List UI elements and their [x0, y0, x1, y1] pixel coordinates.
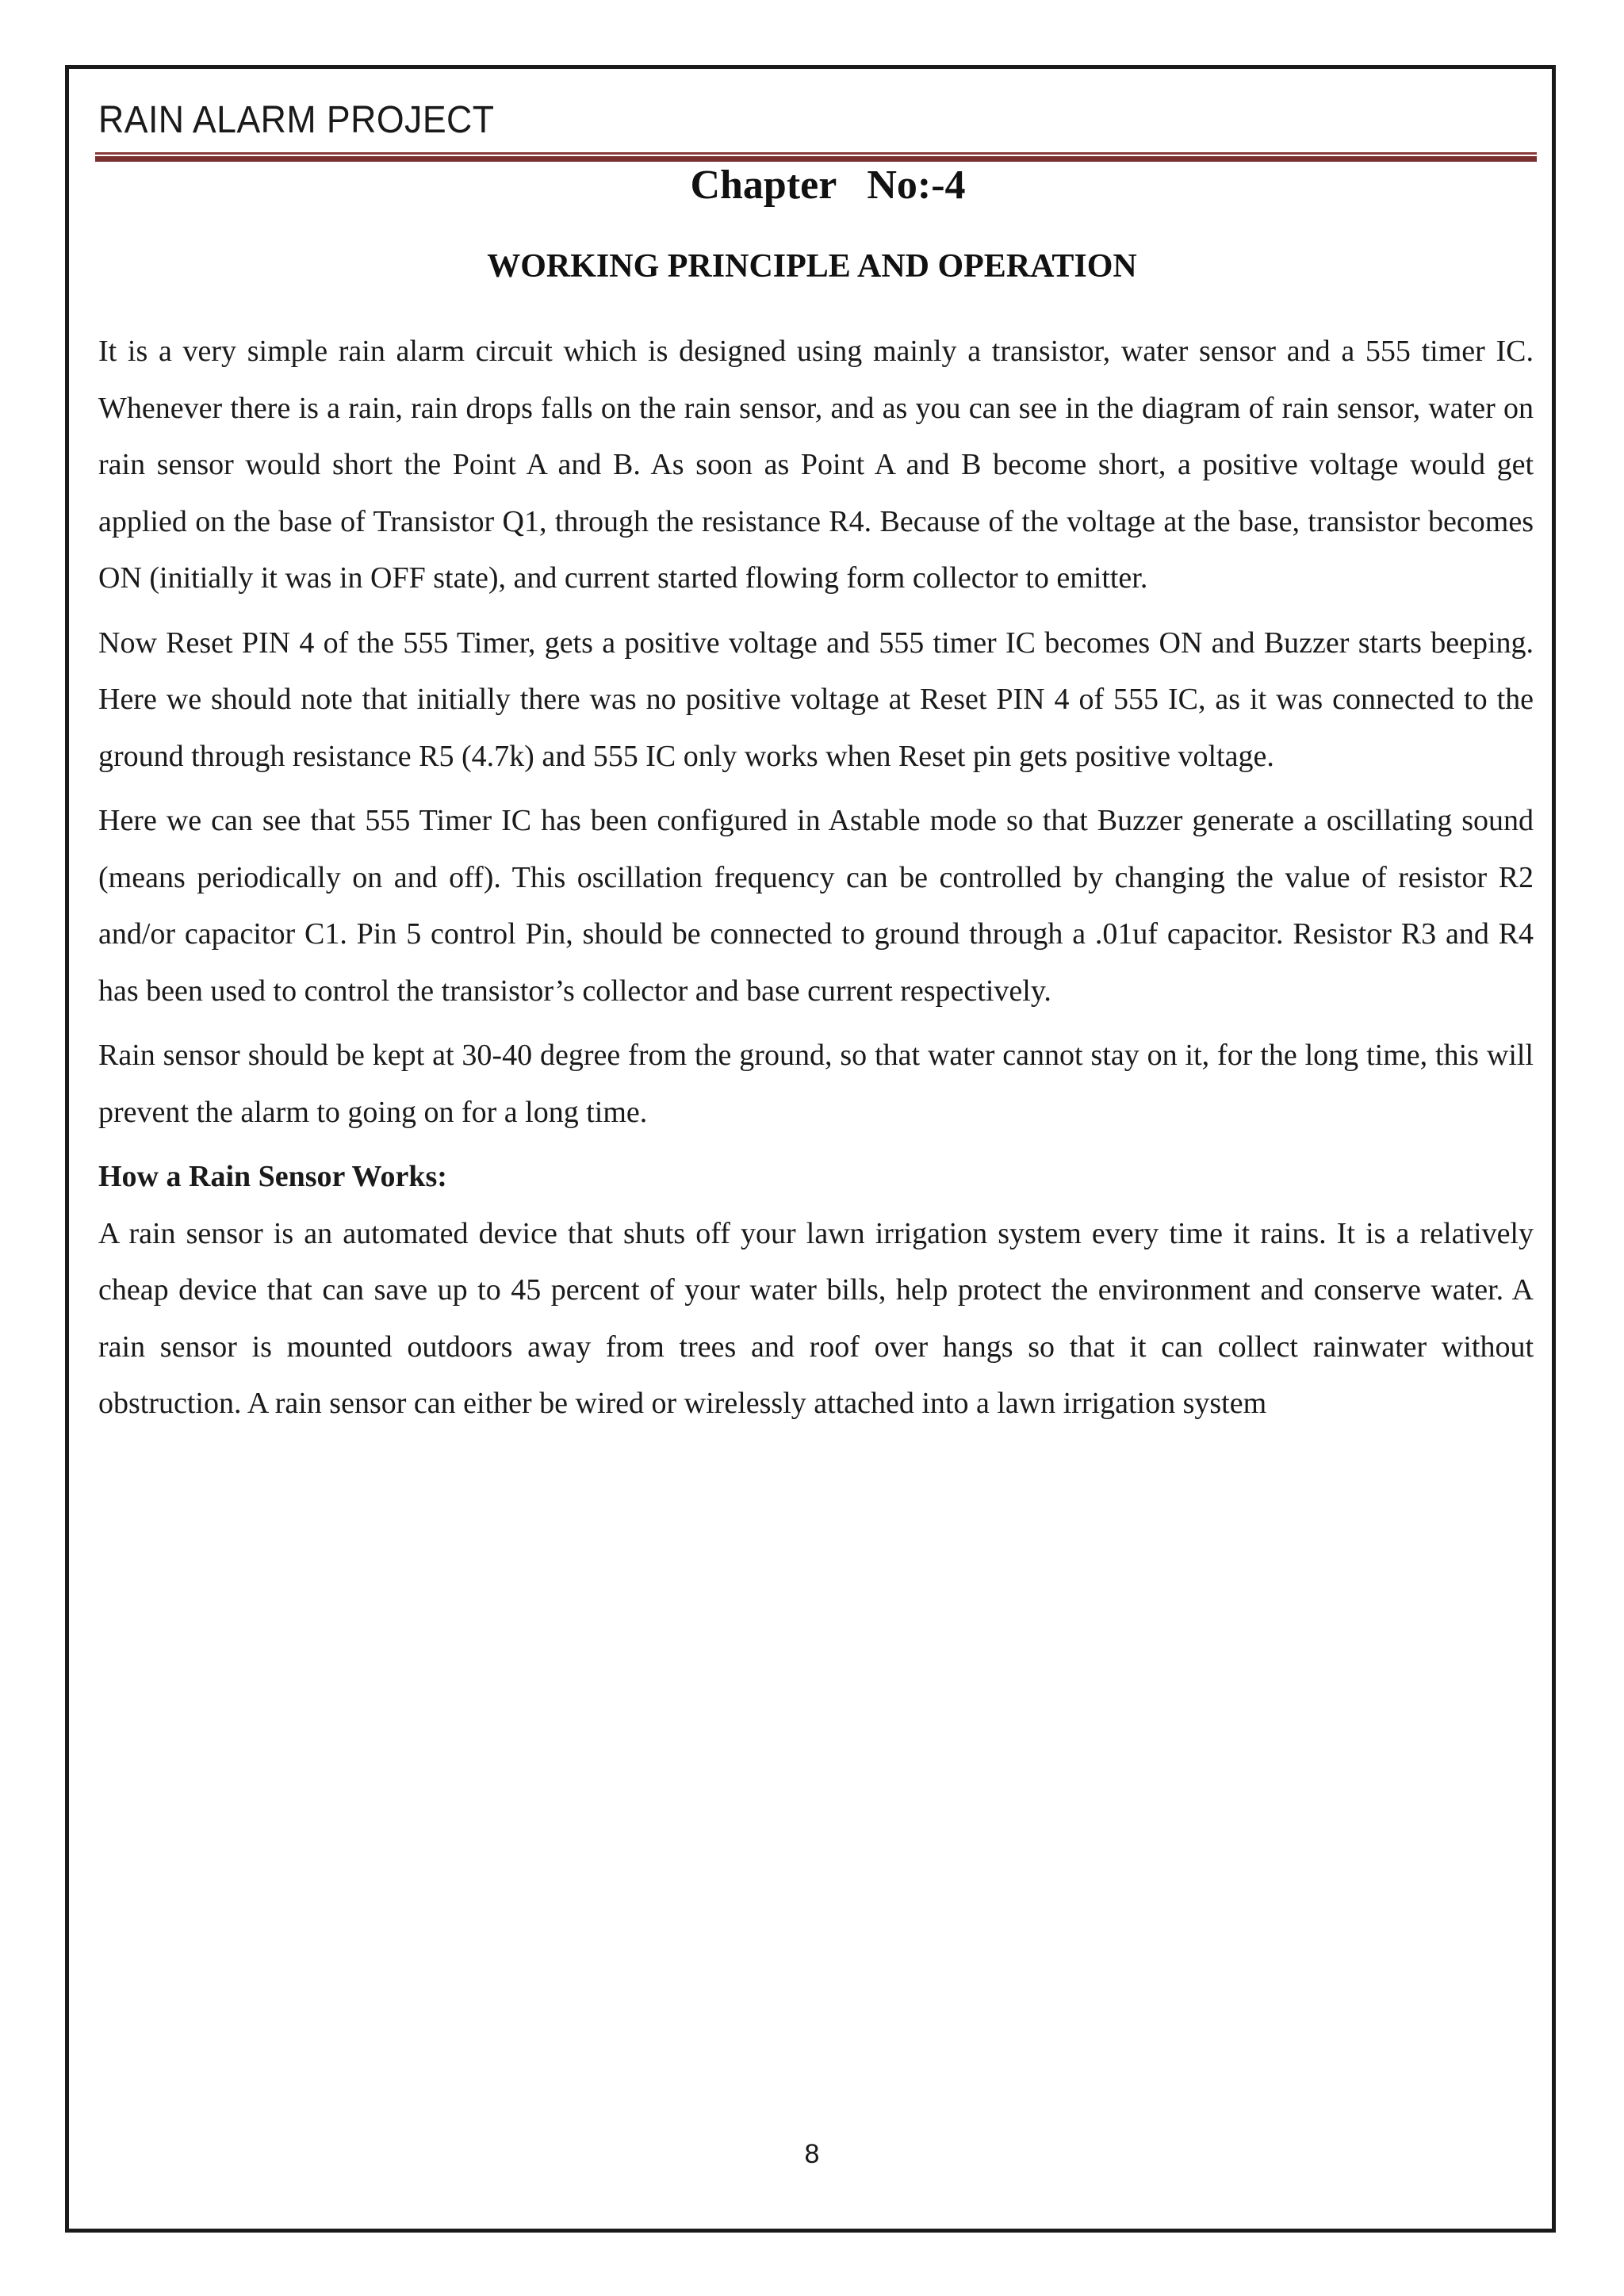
paragraph-4: Rain sensor should be kept at 30-40 degree from the ground, so that water cannot stay on it, for the long time, this will prevent the alarm to going on for a long time. — [98, 1039, 1534, 1129]
section-title: WORKING PRINCIPLE AND OPERATION — [487, 248, 1137, 285]
body-text — [98, 323, 1534, 1441]
subsection-heading: How a Rain Sensor Works: — [98, 1160, 447, 1193]
header-rule-thin — [95, 152, 1537, 155]
paragraph-2: Now Reset PIN 4 of the 555 Timer, gets a positive voltage and 555 timer IC becomes ON and Buzzer starts beeping. Here we should note that initially there was no positive voltage at Reset PIN 4 of 555 IC, as it was connected to the ground through resistance R5 (4.7k) and 555 IC only works when Reset pin gets positive voltage. — [98, 626, 1534, 773]
paragraph-3: Here we can see that 555 Timer IC has been configured in Astable mode so that Buzzer generate a oscillating sound (means periodically on and off). This oscillation frequency can be controlled by changing the value of resistor R2 and/or capacitor C1. Pin 5 control Pin, should be connected to ground through a .01uf capacitor. Resistor R3 and R4 has been used to control the transistor’s collector and base current respectively. — [98, 804, 1534, 1008]
paragraph-1: It is a very simple rain alarm circuit which is designed using mainly a transistor, water sensor and a 555 timer IC. Whenever there is a rain, rain drops falls on the rain sensor, and as you can see in the diagram of rain sensor, water on rain sensor would short the Point A and B. As soon as Point A and B become short, a positive voltage would get applied on the base of Transistor Q1, through the resistance R4. Because of the voltage at the base, transistor becomes ON (initially it was in OFF state), and current started flowing form collector to emitter. — [98, 335, 1534, 595]
chapter-title: Chapter No:-4 — [690, 163, 966, 208]
subsection-paragraph: A rain sensor is an automated device that shuts off your lawn irrigation system every time it rains. It is a relatively cheap device that can save up to 45 percent of your water bills, help protect the environment and conserve water. A rain sensor is mounted outdoors away from trees and roof over hangs so that it can collect rainwater without obstruction. A rain sensor can either be wired or wirelessly attached into a lawn irrigation system — [98, 1216, 1534, 1420]
page-number: 8 — [804, 2139, 820, 2169]
running-header-title: RAIN ALARM PROJECT — [98, 99, 495, 141]
header-rule-thick — [95, 156, 1537, 162]
